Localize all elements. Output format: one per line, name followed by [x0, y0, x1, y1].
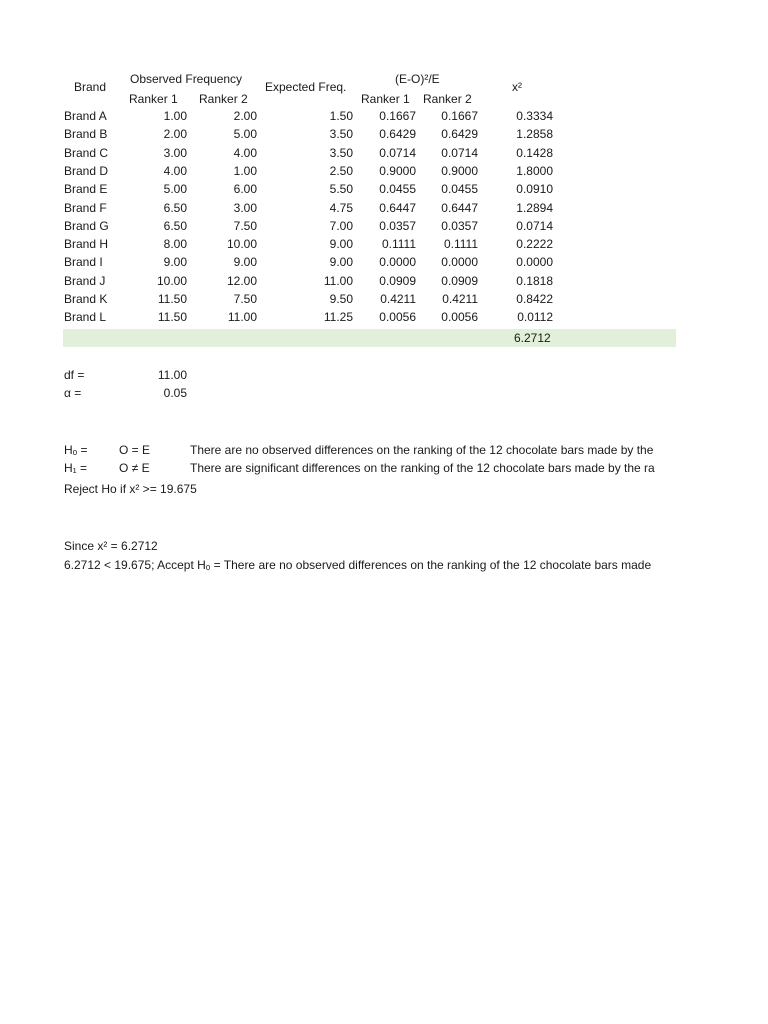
- table-row: [0, 310, 768, 328]
- eo-ranker1-cell: 0.6447: [379, 200, 416, 215]
- header-chi-square: x²: [512, 80, 522, 94]
- ranker1-cell: 10.00: [156, 273, 187, 288]
- chi-square-cell: 0.1818: [516, 273, 553, 288]
- ranker2-cell: 2.00: [233, 109, 257, 123]
- header-ranker1: Ranker 1: [129, 92, 178, 106]
- brand-cell: Brand H: [64, 237, 109, 252]
- ranker2-cell: 12.00: [226, 273, 257, 288]
- brand-cell: Brand G: [64, 218, 109, 233]
- brand-cell: Brand F: [64, 200, 107, 215]
- eo-ranker1-cell: 0.0714: [379, 145, 416, 160]
- table-row: [0, 127, 768, 145]
- expected-cell: 9.00: [329, 255, 353, 270]
- brand-cell: Brand I: [64, 255, 103, 270]
- chi-square-cell: 1.8000: [516, 163, 553, 178]
- ranker2-cell: 1.00: [233, 163, 257, 178]
- h1-text: There are significant differences on the ranking of the 12 chocolate bars made by the ra: [190, 461, 655, 475]
- expected-cell: 2.50: [329, 163, 353, 178]
- eo-ranker1-cell: 0.1667: [379, 109, 416, 123]
- h0-text: There are no observed differences on the ranking of the 12 chocolate bars made by the: [190, 443, 654, 457]
- table-row: [0, 182, 768, 200]
- expected-cell: 9.00: [329, 237, 353, 252]
- ranker2-cell: 5.00: [233, 127, 257, 142]
- ranker2-cell: 7.50: [233, 218, 257, 233]
- brand-cell: Brand L: [64, 310, 107, 325]
- header-brand: Brand: [74, 80, 107, 94]
- header-eo-formula: (E-O)²/E: [395, 72, 440, 86]
- ranker1-cell: 5.00: [163, 182, 187, 197]
- ranker2-cell: 6.00: [233, 182, 257, 197]
- ranker1-cell: 11.50: [157, 292, 187, 306]
- eo-ranker1-cell: 0.1111: [381, 237, 416, 252]
- expected-cell: 5.50: [329, 182, 353, 197]
- h1-equation: O ≠ E: [119, 461, 150, 475]
- brand-cell: Brand A: [64, 109, 107, 123]
- chi-square-cell: 0.0910: [516, 182, 553, 197]
- df-label: df =: [64, 368, 85, 382]
- eo-ranker1-cell: 0.0000: [379, 255, 416, 270]
- since-statement: Since x² = 6.2712: [64, 539, 158, 553]
- eo-ranker1-cell: 0.4211: [380, 292, 416, 306]
- eo-ranker2-cell: 0.4211: [442, 292, 478, 306]
- table-row: [0, 164, 768, 182]
- eo-ranker2-cell: 0.0909: [441, 273, 478, 288]
- ranker1-cell: 9.00: [163, 255, 187, 270]
- df-value: 11.00: [157, 368, 187, 382]
- chi-square-cell: 0.0112: [517, 310, 553, 325]
- eo-ranker2-cell: 0.0357: [441, 218, 478, 233]
- brand-cell: Brand B: [64, 127, 108, 142]
- ranker2-cell: 7.50: [233, 292, 257, 306]
- expected-cell: 4.75: [329, 200, 353, 215]
- h1-label: H₁ =: [64, 461, 88, 475]
- ranker2-cell: 3.00: [233, 200, 257, 215]
- chi-square-cell: 0.8422: [516, 292, 553, 306]
- chi-square-cell: 0.3334: [516, 109, 553, 123]
- expected-cell: 9.50: [329, 292, 353, 306]
- eo-ranker1-cell: 0.6429: [379, 127, 416, 142]
- alpha-value: 0.05: [163, 386, 187, 400]
- eo-ranker2-cell: 0.6429: [441, 127, 478, 142]
- eo-ranker2-cell: 0.0714: [441, 145, 478, 160]
- ranker1-cell: 8.00: [163, 237, 187, 252]
- header-ranker2: Ranker 2: [199, 92, 248, 106]
- brand-cell: Brand D: [64, 163, 109, 178]
- expected-cell: 11.00: [323, 273, 353, 288]
- header-expected-freq: Expected Freq.: [265, 80, 347, 94]
- chi-square-cell: 0.2222: [516, 237, 553, 252]
- table-row: [0, 146, 768, 164]
- eo-ranker1-cell: 0.0455: [379, 182, 416, 197]
- chi-square-cell: 1.2894: [516, 200, 553, 215]
- chi-square-cell: 0.1428: [516, 145, 553, 160]
- eo-ranker2-cell: 0.6447: [441, 200, 478, 215]
- chi-square-cell: 1.2858: [516, 127, 553, 142]
- h0-text-clip: [0, 443, 676, 463]
- ranker1-cell: 4.00: [163, 163, 187, 178]
- eo-ranker2-cell: 0.1111: [443, 237, 478, 252]
- chi-square-cell: 0.0000: [516, 255, 553, 270]
- ranker2-cell: 11.00: [227, 310, 257, 325]
- h0-equation: O = E: [119, 443, 151, 457]
- conclusion-text: 6.2712 < 19.675; Accept Hₒ = There are no observed differences on the ranking of the 12 chocolate bars made: [64, 558, 652, 572]
- alpha-label: α =: [64, 386, 82, 400]
- header-eo-ranker1: Ranker 1: [361, 92, 410, 106]
- eo-ranker1-cell: 0.9000: [379, 163, 416, 178]
- h1-text-clip: [0, 461, 676, 481]
- ranker1-cell: 6.50: [163, 200, 187, 215]
- ranker1-cell: 2.00: [163, 127, 187, 142]
- table-row: [0, 237, 768, 255]
- table-row: [0, 201, 768, 219]
- header-observed-frequency: Observed Frequency: [130, 72, 243, 86]
- brand-cell: Brand E: [64, 182, 108, 197]
- eo-ranker1-cell: 0.0909: [379, 273, 416, 288]
- table-row: [0, 219, 768, 237]
- brand-cell: Brand J: [64, 273, 106, 288]
- expected-cell: 3.50: [329, 127, 353, 142]
- ranker1-cell: 3.00: [163, 145, 187, 160]
- ranker2-cell: 4.00: [233, 145, 257, 160]
- h0-label: Hₒ =: [64, 443, 88, 457]
- ranker1-cell: 6.50: [163, 218, 187, 233]
- ranker1-cell: 1.00: [163, 109, 187, 123]
- eo-ranker1-cell: 0.0056: [379, 310, 416, 325]
- ranker1-cell: 11.50: [157, 310, 187, 325]
- expected-cell: 3.50: [329, 145, 353, 160]
- header-eo-ranker2: Ranker 2: [423, 92, 472, 106]
- table-row: [0, 109, 768, 127]
- expected-cell: 11.25: [323, 310, 353, 325]
- brand-cell: Brand K: [64, 292, 108, 306]
- eo-ranker1-cell: 0.0357: [379, 218, 416, 233]
- eo-ranker2-cell: 0.9000: [441, 163, 478, 178]
- table-row: [0, 255, 768, 273]
- eo-ranker2-cell: 0.0000: [441, 255, 478, 270]
- chi-square-total: 6.2712: [514, 331, 551, 345]
- table-row: [0, 274, 768, 292]
- ranker2-cell: 10.00: [226, 237, 257, 252]
- reject-rule: Reject Ho if x² >= 19.675: [64, 482, 197, 496]
- eo-ranker2-cell: 0.0056: [441, 310, 478, 325]
- expected-cell: 1.50: [329, 109, 353, 123]
- conclusion-clip: [0, 558, 676, 578]
- chi-square-cell: 0.0714: [516, 218, 553, 233]
- brand-cell: Brand C: [64, 145, 109, 160]
- total-row-highlight: [63, 329, 676, 347]
- table-row: [0, 292, 768, 310]
- eo-ranker2-cell: 0.0455: [441, 182, 478, 197]
- expected-cell: 7.00: [329, 218, 353, 233]
- ranker2-cell: 9.00: [233, 255, 257, 270]
- eo-ranker2-cell: 0.1667: [441, 109, 478, 123]
